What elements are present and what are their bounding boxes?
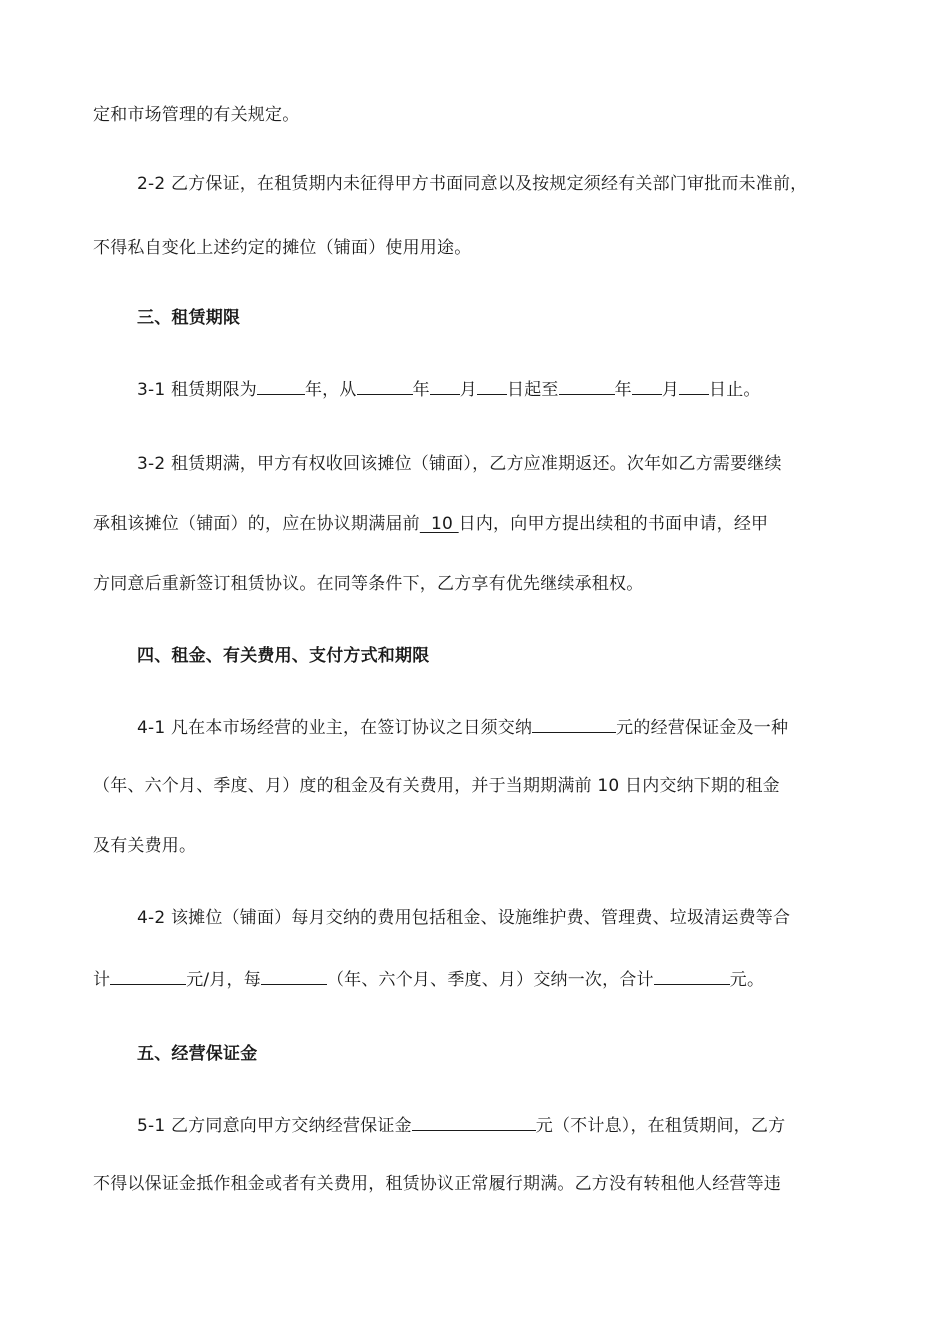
blank-deposit-amount: [532, 714, 616, 733]
clause-4-2-line-2: [93, 966, 873, 992]
clause-3-2-text: 日内，向甲方提出续租的书面申请，经甲: [458, 514, 769, 534]
clause-4-2-text: 元/月，每: [186, 970, 261, 990]
blank-payment-period: [261, 966, 327, 985]
clause-3-1-text: 月: [661, 380, 680, 400]
section-heading-5: 五、经营保证金: [137, 1044, 258, 1064]
clause-3-2-line-3: 方同意后重新签订租赁协议。在同等条件下，乙方享有优先继续承租权。: [93, 574, 644, 594]
blank-start-day: [477, 376, 507, 395]
blank-end-day: [679, 376, 709, 395]
clause-4-2-text: （年、六个月、季度、月）交纳一次，合计: [326, 970, 654, 990]
blank-start-month: [430, 376, 460, 395]
renewal-days-value: 10: [419, 514, 459, 534]
clause-3-1-text: 年: [614, 380, 632, 400]
blank-years: [257, 376, 305, 395]
blank-guarantee-amount: [412, 1112, 536, 1131]
blank-monthly-fee: [110, 966, 186, 985]
clause-5-1-text: 5-1 乙方同意向甲方交纳经营保证金: [137, 1116, 412, 1136]
clause-4-1-text: 元的经营保证金及一种: [616, 718, 789, 738]
clause-3-2-line-2: [93, 512, 873, 536]
clause-3-1-text: 月: [459, 380, 477, 400]
clause-4-1-line-2: （年、六个月、季度、月）度的租金及有关费用，并于当期期满前 10 日内交纳下期的租金: [93, 776, 780, 796]
clause-5-1-line-2: 不得以保证金抵作租金或者有关费用，租赁协议正常履行期满。乙方没有转租他人经营等违: [93, 1174, 781, 1194]
section-heading-3: 三、租赁期限: [137, 308, 241, 328]
clause-5-1-line-1: [137, 1112, 873, 1138]
clause-3-1-text: 3-1 租赁期限为: [137, 380, 257, 400]
clause-3-2-text: 承租该摊位（铺面）的，应在协议期满届前: [93, 514, 420, 534]
clause-4-1-line-1: [137, 714, 873, 740]
blank-start-year: [357, 376, 413, 395]
clause-2-2-line-2: 不得私自变化上述约定的摊位（铺面）使用用途。: [93, 238, 472, 258]
blank-total-amount: [654, 966, 730, 985]
clause-3-1-text: 年: [412, 380, 430, 400]
blank-end-month: [632, 376, 662, 395]
clause-3-2-line-1: 3-2 租赁期满，甲方有权收回该摊位（铺面），乙方应准期返还。次年如乙方需要继续: [137, 454, 782, 474]
clause-4-2-text: 元。: [729, 970, 765, 990]
clause-3-1-text: 日止。: [709, 380, 761, 400]
clause-5-1-text: 元（不计息），在租赁期间，乙方: [535, 1116, 786, 1136]
clause-2-2-line-1: 2-2 乙方保证，在租赁期内未征得甲方书面同意以及按规定须经有关部门审批而未准前，: [137, 174, 808, 194]
clause-3-1: [137, 376, 873, 402]
clause-4-1-text: 4-1 凡在本市场经营的业主，在签订协议之日须交纳: [137, 718, 533, 738]
section-heading-4: 四、租金、有关费用、支付方式和期限: [137, 646, 430, 666]
clause-4-2-text: 计: [93, 970, 111, 990]
clause-4-2-line-1: 4-2 该摊位（铺面）每月交纳的费用包括租金、设施维护费、管理费、垃圾清运费等合: [137, 908, 791, 928]
blank-end-year: [559, 376, 615, 395]
clause-4-1-line-3: 及有关费用。: [93, 836, 197, 856]
clause-3-1-text: 日起至: [507, 380, 559, 400]
paragraph-line: 定和市场管理的有关规定。: [93, 105, 300, 125]
clause-3-1-text: 年，从: [304, 380, 357, 400]
